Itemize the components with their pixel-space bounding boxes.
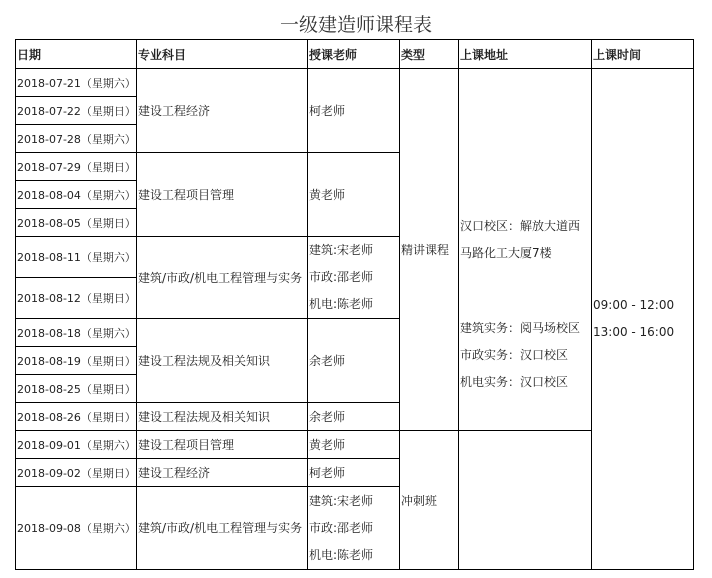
date-cell: 2018-08-18（星期六） (16, 319, 137, 347)
subject-cell: 建设工程法规及相关知识 (137, 403, 308, 431)
subject-cell: 建设工程经济 (137, 69, 308, 153)
type-cell-intensive: 精讲课程 (400, 69, 459, 431)
teacher-cell: 柯老师 (308, 69, 400, 153)
subject-cell: 建设工程项目管理 (137, 431, 308, 459)
date-cell: 2018-07-22（星期日） (16, 97, 137, 125)
date-cell: 2018-09-01（星期六） (16, 431, 137, 459)
subject-cell: 建筑/市政/机电工程管理与实务 (137, 487, 308, 570)
teacher-cell: 余老师 (308, 403, 400, 431)
page-title: 一级建造师课程表 (279, 14, 432, 36)
teacher-cell: 黄老师 (308, 153, 400, 237)
header-row (16, 40, 694, 69)
address-practice-mechanical: 机电实务：汉口校区 (460, 375, 569, 389)
course-schedule-table (15, 39, 694, 570)
time-morning: 09:00 - 12:00 (593, 298, 675, 312)
date-cell: 2018-09-02（星期日） (16, 459, 137, 487)
date-cell: 2018-08-11（星期六） (16, 237, 137, 278)
date-cell: 2018-07-29（星期日） (16, 153, 137, 181)
date-cell: 2018-08-05（星期日） (16, 209, 137, 237)
teacher-cell: 柯老师 (308, 459, 400, 487)
subject-cell: 建设工程项目管理 (137, 153, 308, 237)
date-cell: 2018-07-28（星期六） (16, 125, 137, 153)
teacher-line: 市政:邵老师 (309, 520, 374, 535)
header-address: 上课地址 (459, 40, 592, 69)
address-practice-building: 建筑实务：阅马场校区 (460, 321, 581, 335)
date-cell: 2018-08-04（星期六） (16, 181, 137, 209)
date-cell: 2018-08-12（星期日） (16, 278, 137, 319)
table-row (16, 69, 694, 97)
type-cell-sprint: 冲刺班 (400, 431, 459, 570)
date-cell: 2018-07-21（星期六） (16, 69, 137, 97)
date-cell: 2018-08-26（星期日） (16, 403, 137, 431)
teacher-line: 建筑:宋老师 (309, 243, 374, 257)
header-time: 上课时间 (592, 40, 694, 69)
teacher-cell (308, 237, 400, 319)
teacher-line: 机电:陈老师 (309, 297, 374, 311)
date-cell: 2018-09-08（星期六） (16, 487, 137, 570)
teacher-cell: 黄老师 (308, 431, 400, 459)
header-date: 日期 (16, 40, 137, 69)
date-cell: 2018-08-25（星期日） (16, 375, 137, 403)
address-main: 汉口校区：解放大道西马路化工大厦7楼 (460, 219, 581, 260)
teacher-cell: 余老师 (308, 319, 400, 403)
teacher-line: 建筑:宋老师 (309, 493, 374, 508)
header-type: 类型 (400, 40, 459, 69)
date-cell: 2018-08-19（星期日） (16, 347, 137, 375)
header-subject: 专业科目 (137, 40, 308, 69)
address-cell-sprint (459, 431, 592, 570)
subject-cell: 建设工程法规及相关知识 (137, 319, 308, 403)
time-afternoon: 13:00 - 16:00 (593, 325, 675, 339)
address-practice-municipal: 市政实务：汉口校区 (460, 348, 569, 362)
teacher-cell (308, 487, 400, 570)
header-teacher: 授课老师 (308, 40, 400, 69)
teacher-line: 市政:邵老师 (309, 270, 374, 284)
time-cell (592, 69, 694, 570)
subject-cell: 建筑/市政/机电工程管理与实务 (137, 237, 308, 319)
address-cell (459, 69, 592, 431)
subject-cell: 建设工程经济 (137, 459, 308, 487)
teacher-line: 机电:陈老师 (309, 547, 374, 562)
